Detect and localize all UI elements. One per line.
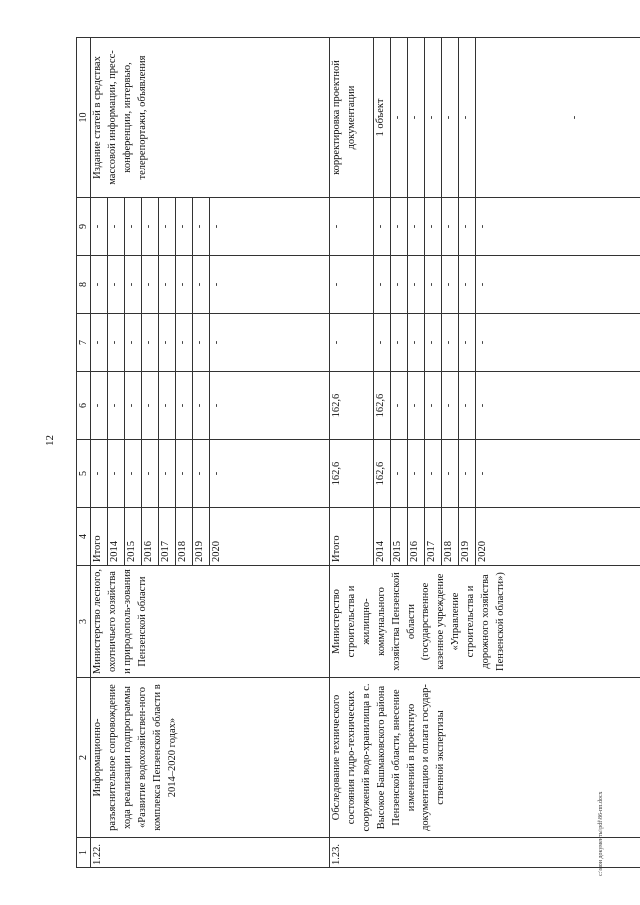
value-cell: - [193, 314, 210, 372]
value-cell: - [193, 440, 210, 508]
header-cell: 3 [77, 566, 91, 678]
value-cell: - [476, 440, 640, 508]
year-cell: 2018 [176, 508, 193, 566]
value-cell: - [142, 256, 159, 314]
value-cell: - [91, 440, 108, 508]
result-cell: - [476, 38, 640, 198]
value-cell: - [108, 256, 125, 314]
value-cell: - [193, 372, 210, 440]
value-cell: - [125, 440, 142, 508]
table-row [330, 38, 374, 868]
year-cell: 2019 [459, 508, 476, 566]
header-cell: 4 [77, 508, 91, 566]
value-cell: - [176, 372, 193, 440]
value-cell: - [142, 314, 159, 372]
header-cell: 7 [77, 314, 91, 372]
value-cell: - [442, 314, 459, 372]
value-cell: - [459, 256, 476, 314]
value-cell: - [159, 314, 176, 372]
value-cell: - [210, 440, 330, 508]
year-cell: 2017 [425, 508, 442, 566]
header-cell: 1 [77, 838, 91, 868]
header-cell: 6 [77, 372, 91, 440]
value-cell: - [391, 440, 408, 508]
year-cell: 2015 [125, 508, 142, 566]
value-cell: - [330, 198, 374, 256]
measure-name: Информационно-разъяснительное сопровождение хода реализации подпрограммы «Развитие водохозяйствен-ного комплекса Пензенской области в 2014–2020 годах» [91, 678, 330, 838]
value-cell: - [142, 198, 159, 256]
value-cell: - [210, 314, 330, 372]
value-cell: 162,6 [374, 440, 391, 508]
year-cell: 2014 [374, 508, 391, 566]
result-cell: - [459, 38, 476, 198]
measure-executor: Министерство лесного, охотничьего хозяйства и природополь-зования Пензенской области [91, 566, 330, 678]
value-cell: - [159, 372, 176, 440]
value-cell: - [159, 198, 176, 256]
header-cell: 10 [77, 38, 91, 198]
rotated-table-container [76, 38, 611, 868]
value-cell: - [391, 314, 408, 372]
header-cell: 9 [77, 198, 91, 256]
value-cell: - [91, 314, 108, 372]
result-cell: корректировка проектной документации [330, 38, 374, 198]
value-cell: - [91, 372, 108, 440]
value-cell: - [459, 440, 476, 508]
result-cell: - [408, 38, 425, 198]
year-cell: 2017 [159, 508, 176, 566]
value-cell: - [108, 372, 125, 440]
header-cell: 8 [77, 256, 91, 314]
result-cell: - [391, 38, 408, 198]
value-cell: - [125, 256, 142, 314]
value-cell: - [330, 314, 374, 372]
value-cell: - [176, 440, 193, 508]
value-cell: - [425, 372, 442, 440]
value-cell: - [476, 256, 640, 314]
year-cell: 2016 [142, 508, 159, 566]
value-cell: - [210, 372, 330, 440]
value-cell: - [176, 198, 193, 256]
measure-executor: Министерство строительства и жилищно-коммунального хозяйства Пензенской области (государственное казенное учреждение «Управление строительства и дорожного хозяйства Пензенской области») [330, 566, 640, 678]
value-cell: - [391, 198, 408, 256]
measure-name: Обследование технического состояния гидро-технических сооружений водо-хранилища в с. Высокое Башмаковского района Пензенской области, внесение изменений в проектную документацию и оплата государ-ственной экспертизы [330, 678, 640, 838]
measure-result: Издание статей в средствах массовой информации, пресс-конференции, интервью, телерепортажи, объявления [91, 38, 330, 198]
header-cell: 2 [77, 678, 91, 838]
program-measures-table [76, 37, 640, 868]
value-cell: - [476, 372, 640, 440]
year-cell: 2020 [476, 508, 640, 566]
value-cell: - [442, 372, 459, 440]
value-cell: - [193, 256, 210, 314]
value-cell: - [108, 440, 125, 508]
year-cell: Итого [91, 508, 108, 566]
value-cell: 162,6 [330, 440, 374, 508]
value-cell: - [425, 440, 442, 508]
value-cell: - [125, 198, 142, 256]
value-cell: - [408, 440, 425, 508]
value-cell: - [408, 372, 425, 440]
footer-file-path: с:\мои документы\pdf\86-пп.docx [598, 791, 604, 876]
year-cell: 2014 [108, 508, 125, 566]
table-row [91, 38, 108, 868]
value-cell: - [391, 372, 408, 440]
value-cell: - [330, 256, 374, 314]
header-row [77, 38, 91, 868]
year-cell: Итого [330, 508, 374, 566]
value-cell: - [91, 198, 108, 256]
value-cell: - [142, 440, 159, 508]
result-cell: 1 объект [374, 38, 391, 198]
value-cell: - [408, 256, 425, 314]
measure-number: 1.22. [91, 838, 330, 868]
year-cell: 2018 [442, 508, 459, 566]
year-cell: 2020 [210, 508, 330, 566]
year-cell: 2019 [193, 508, 210, 566]
value-cell: - [374, 198, 391, 256]
value-cell: - [193, 198, 210, 256]
year-cell: 2016 [408, 508, 425, 566]
value-cell: - [374, 314, 391, 372]
value-cell: - [108, 198, 125, 256]
value-cell: - [91, 256, 108, 314]
value-cell: - [176, 314, 193, 372]
value-cell: - [108, 314, 125, 372]
value-cell: - [459, 198, 476, 256]
value-cell: - [425, 314, 442, 372]
value-cell: - [476, 198, 640, 256]
value-cell: - [125, 372, 142, 440]
value-cell: - [125, 314, 142, 372]
value-cell: - [210, 198, 330, 256]
value-cell: - [374, 256, 391, 314]
value-cell: - [442, 198, 459, 256]
result-cell: - [425, 38, 442, 198]
measure-number: 1.23. [330, 838, 640, 868]
value-cell: 162,6 [374, 372, 391, 440]
value-cell: - [459, 372, 476, 440]
value-cell: - [391, 256, 408, 314]
value-cell: - [459, 314, 476, 372]
value-cell: - [142, 372, 159, 440]
value-cell: - [425, 198, 442, 256]
value-cell: - [408, 198, 425, 256]
value-cell: - [442, 256, 459, 314]
result-cell: - [442, 38, 459, 198]
value-cell: - [442, 440, 459, 508]
year-cell: 2015 [391, 508, 408, 566]
value-cell: - [425, 256, 442, 314]
value-cell: - [476, 314, 640, 372]
value-cell: - [159, 256, 176, 314]
page-number: 12 [44, 435, 56, 446]
value-cell: 162,6 [330, 372, 374, 440]
header-cell: 5 [77, 440, 91, 508]
value-cell: - [408, 314, 425, 372]
value-cell: - [210, 256, 330, 314]
value-cell: - [159, 440, 176, 508]
value-cell: - [176, 256, 193, 314]
